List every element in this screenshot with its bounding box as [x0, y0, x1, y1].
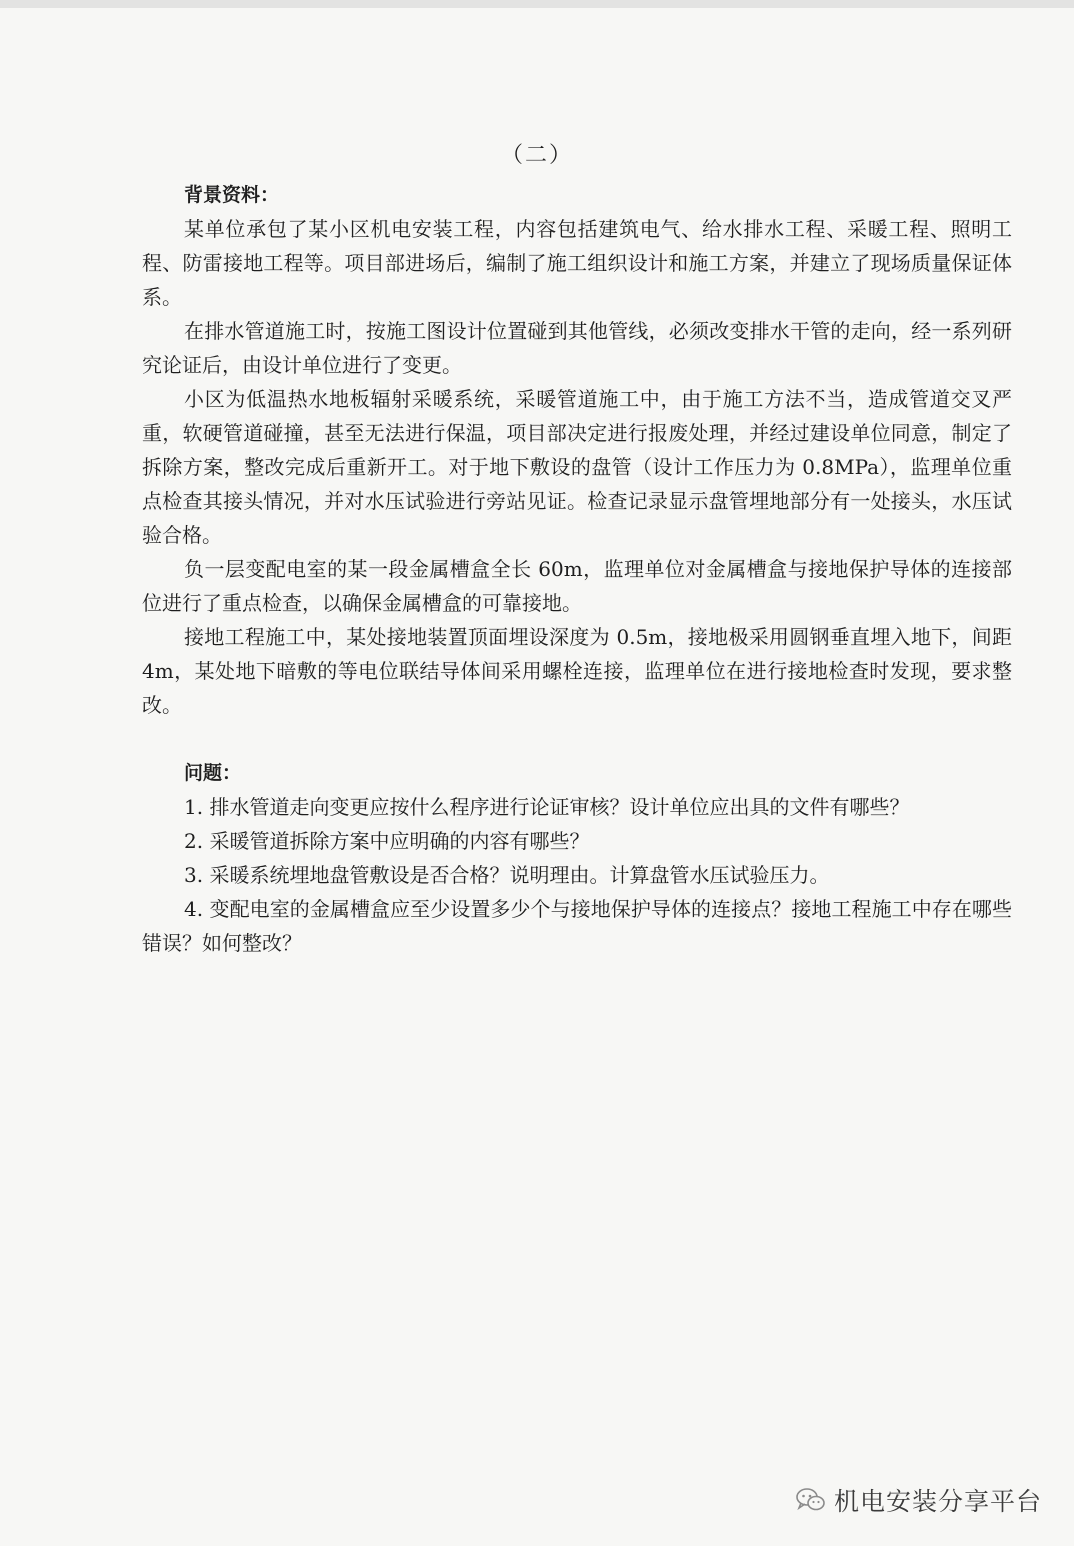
- background-paragraph: 接地工程施工中，某处接地装置顶面埋设深度为 0.5m，接地极采用圆钢垂直埋入地下，间距 4m，某处地下暗敷的等电位联结导体间采用螺栓连接，监理单位在进行接地检查时发现，要求整改。: [142, 625, 1012, 717]
- question-item: 3. 采暖系统埋地盘管敷设是否合格？说明理由。计算盘管水压试验压力。: [184, 863, 830, 887]
- question-item: 1. 排水管道走向变更应按什么程序进行论证审核？设计单位应出具的文件有哪些？: [184, 795, 910, 819]
- background-paragraph: 负一层变配电室的某一段金属槽盒全长 60m，监理单位对金属槽盒与接地保护导体的连接部位进行了重点检查，以确保金属槽盒的可靠接地。: [142, 557, 1012, 615]
- questions-heading: 问题：: [184, 762, 242, 784]
- scan-edge-top: [0, 0, 1074, 8]
- watermark-text: 机电安装分享平台: [833, 1487, 1042, 1516]
- wechat-icon: [796, 1487, 826, 1513]
- question-item: 4. 变配电室的金属槽盒应至少设置多少个与接地保护导体的连接点？接地工程施工中存在哪些错误？如何整改？: [142, 897, 1012, 955]
- document-body: [142, 178, 1012, 960]
- background-paragraph: 小区为低温热水地板辐射采暖系统，采暖管道施工中，由于施工方法不当，造成管道交叉严重，软硬管道碰撞，甚至无法进行保温，项目部决定进行报废处理，并经过建设单位同意，制定了拆除方案，整改完成后重新开工。对于地下敷设的盘管（设计工作压力为 0.8MPa），监理单位重点检查其接头情况，并对水压试验进行旁站见证。检查记录显示盘管埋地部分有一处接头，水压试验合格。: [142, 387, 1012, 547]
- question-item: 2. 采暖管道拆除方案中应明确的内容有哪些？: [184, 829, 590, 853]
- section-gap: [142, 722, 1012, 756]
- section-number: （二）: [500, 143, 573, 168]
- background-heading: 背景资料：: [184, 184, 280, 206]
- watermark: [796, 1478, 1042, 1522]
- background-paragraph: 在排水管道施工时，按施工图设计位置碰到其他管线，必须改变排水干管的走向，经一系列研究论证后，由设计单位进行了变更。: [142, 319, 1012, 377]
- background-paragraph: 某单位承包了某小区机电安装工程，内容包括建筑电气、给水排水工程、采暖工程、照明工程、防雷接地工程等。项目部进场后，编制了施工组织设计和施工方案，并建立了现场质量保证体系。: [142, 217, 1012, 309]
